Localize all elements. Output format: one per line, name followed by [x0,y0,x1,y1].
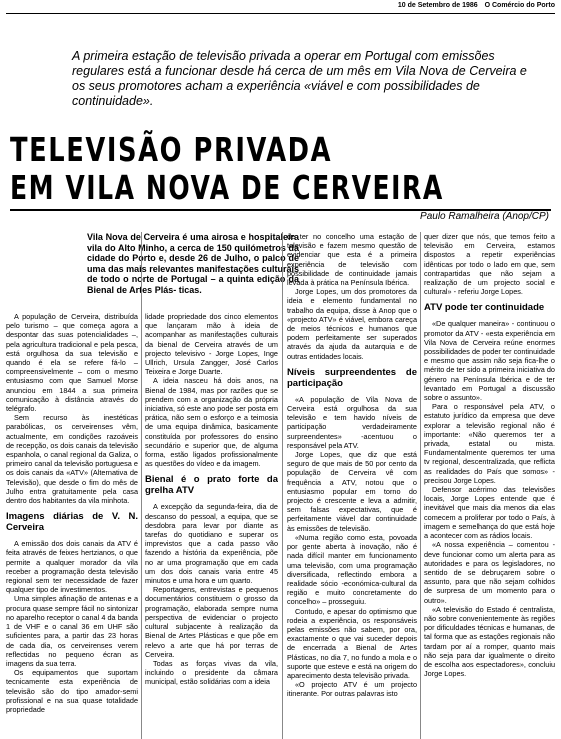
issue-date: 10 de Setembro de 1986 [397,2,478,9]
paragraph: «A televisão do Estado é centralista, não sobre convenientemente às regiões por dificuldades técnicas e humanas, de tal forma que as estações regionais não tardam por aí a romper, quanto mais não seja para dar igualmente o direito de escolha aos espectadores», concluiu Jorge Lopes. [424,604,555,679]
paragraph: «De qualquer maneira» - continuou o promotor da ATV - «esta experiência em Vila Nova de Cerveira reúne enormes possibilidades de poder ter continuidade e mesmo que assim não seja fica-lhe o mérito de ter sido a primeira iniciativa do género na Península Ibérica e de ter levantado em Portugal a discussão sobre o assunto». [424,319,555,403]
paragraph: Para o responsável pela ATV, o estatuto jurídico da empresa que deve explorar a televisão regional não é importante: «Não queremos ter a privada, estatal ou mista. Fundamentalmente queremos ter uma tv regional, descentralizada, que reflicta as realidades do País que somos» - precisou Jorge Lopes. [424,402,555,485]
paragraph: Contudo, e apesar do optimismo que rodeia a experiência, os responsáveis pelas emissões não sabem, por ora, exactamente o que vai suceder depois de encerrada a Bienal de Artes Plásticas, no dia 7, no fundo a mola e o suporte que esteve e está na origem do aparecimento desta televisão privada. [287,606,417,680]
headline-line-1: TELEVISÃO PRIVADA [10,130,333,169]
subheading: Níveis surpreendentes de participação [287,366,417,389]
page-header [393,2,555,9]
paragraph: Jorge Lopes, um dos promotores da ideia e elemento fundamental no trabalho da equipa, disse à Anop que o «projecto ATV» é viável, embora careça de meios técnicos e humanos que podem perfeitamente ser superados através da ajuda da autarquia e de outras entidades locais. [287,287,417,361]
paragraph: Defensor acérrimo das televisões locais, Jorge Lopes entende que é inevitável que mais dia menos dia elas comecem a proliferar por todo o País, à imagem e semelhança do que está hoje a acontecer com as rádios locais. [424,485,555,541]
paragraph: Jorge Lopes, que diz que está seguro de que mais de 50 por cento da população de Cerveira vê com frequência a ATV, notou que o entusiasmo popular em torno do projecto é crescente e leva a admitir, sem falsas expectativas, que é perfeitamente viável dar continuidade às emissões de televisão. [287,450,417,533]
paragraph: Todas as forças vivas da vila, incluindo o presidente da câmara municipal, estão solidárias com a ideia [145,658,278,687]
paragraph: A população de Cerveira, distribuída pelo turismo – que começa agora a despontar das suas potencialidades –, pela agricultura tradicional e pela pesca, está orgulhosa da sua televisão e quando é ela se refere fá-lo – compreensivelmente – com o mesmo entusiasmo com que Samuel Morse anunciou em 1844 a sua primeira comunicação à distância através do telégrafo. [6,312,138,414]
paragraph: «A nossa experiência – comentou - deve funcionar como um alerta para as autoridades e para os legisladores, no sentido de se debruçarem sobre o assunto, para que não sejam colhidos de surpresa de um momento para o outro». [424,540,555,605]
paragraph: lidade propriedade dos cinco elementos que lançaram mão à ideia de acompanhar as manifestações culturais da bienal de Cerveira através de um projecto televisivo - Jorge Lopes, Inge Ullrich, Ursula Zangger, José Carlos Teixeira e Jorge Duarte. [145,312,278,377]
intro-paragraph: Vila Nova de Cerveira é uma airosa e hospitaleira vila do Alto Minho, a cerca de 150 quilómetros da cidade do Porto e, desde 26 de Julho, o palco de uma das mais relevantes manifestações culturais de todo o norte de Portugal – a quinta edição da Bienal de Artes Plás- ticas. [87,232,299,295]
paragraph: «O projecto ATV é um projecto itinerante. Por outras palavras isto [287,680,417,699]
paragraph: «Numa região como esta, povoada por gente aberta à inovação, não é nada difícil manter em funcionamento uma televisão, com uma programação diversificada, reflectindo embora a realidade sócio -económica-cultural da região e muito concretamente do concelho» – prosseguiu. [287,532,417,607]
headline-line-2: EM VILA NOVA DE CERVEIRA [10,168,444,207]
lead-paragraph: A primeira estação de televisão privada a operar em Portugal com emissões regulares está a funcionar desde há cerca de um mês em Vila Nova de Cerveira e os seus promotores acham a experiência «viável e com possibilidades de continuidade». [72,49,527,108]
article-column-1 [6,312,138,739]
paragraph: «A população de Vila Nova de Cerveira está orgulhosa da sua televisão e tem havido níveis de participação verdadeiramente surpreendentes» -acentuou o responsável pela ATV. [287,394,417,450]
column-divider [141,232,142,739]
column-divider [420,232,421,739]
article-column-4 [424,232,555,739]
paragraph: Sem recurso às inestéticas parabólicas, os cerveirenses vêm, actualmente, em condições razoáveis de recepção, os dois canais da televisão espanhola, o canal regional da Galiza, o primeiro canal da televisão portuguesa e os dois canais da «ATV» (Alternativa de Televisão), que desde o fim do mês de Julho entra gratuitamente pela casa dentro dos habitantes da vila minhota. [6,413,138,506]
paragraph: A excepção da segunda-feira, dia de descanso do pessoal, a equipa, que se desdobra para levar por diante as tarefas do quotidiano e superar os imprevistos que a cada passo vão fazendo a história da experiência, põe no ar uma programação que em cada um dos dois canais varia entre 45 minutos e uma hora e um quarto. [145,502,278,586]
paragraph: de ter no concelho uma estação de televisão e fazem mesmo questão de evidenciar que esta é a primeira experiência de televisão com possibilidade de continuidade jamais levada à prática na Península Ibérica. [287,232,417,288]
subheading: Bienal é o prato forte da grelha ATV [145,474,278,497]
paragraph: Reportagens, entrevistas e pequenos documentários constituem o grosso da programação, elaborada sempre numa perspectiva de evidenciar o projecto cultural subjacente à realização da Bienal de Artes Plásticas e que põe em relevo a arte que há por terras de Cerveira. [145,585,278,659]
article-column-2 [145,312,278,739]
subheading: ATV pode ter continuidade [424,302,545,314]
paragraph: Os equipamentos que suportam tecnicamente esta experiência de televisão são do tipo amador-semi profissional e na sua quase totalidade propriedade [6,668,138,714]
paragraph: Uma simples afinação de antenas e a procura quase sempre fácil no sintonizar no aparelho receptor o canal 4 da banda 1 de VHF e o canal 36 em UHF são suficientes para, a partir das 23 horas de cada dia, os cerveirenses verem reflectidas no pequeno écran as imagens da sua terra. [6,594,138,668]
header-rule [6,13,555,14]
paragraph: quer dizer que nós, que temos feito a televisão em Cerveira, estamos dispostos a repetir experiências idênticas por todo o lado em que, sem contrapartidas que não sejam a realização de um projecto social e cultural» - referiu Jorge Lopes. [424,232,555,297]
paragraph: A ideia nasceu há dois anos, na Bienal de 1984, mas por razões que se prendem com a organização da própria iniciativa, só este ano pode ser posta em prática, não sem o esforço e a teimosia de uma equipa dinâmica, basicamente constituída por professores do ensino secundário e superior que, de alguma forma, estão ligados profissionalmente as questões do vídeo e da imagem. [145,376,278,469]
article-column-3 [287,232,417,739]
subheading: Imagens diárias de V. N. Cerveira [6,511,138,534]
byline: Paulo Ramalheira (Anop/CP) [420,211,549,222]
column-divider [282,232,283,739]
newspaper-name: O Comércio do Porto [484,2,555,9]
paragraph: A emissão dos dois canais da ATV é feita através de feixes hertzianos, o que permite a qualquer morador da vila receber a programação desta televisão regional sem ter necessidade de fazer qualquer tipo de investimentos. [6,539,138,595]
